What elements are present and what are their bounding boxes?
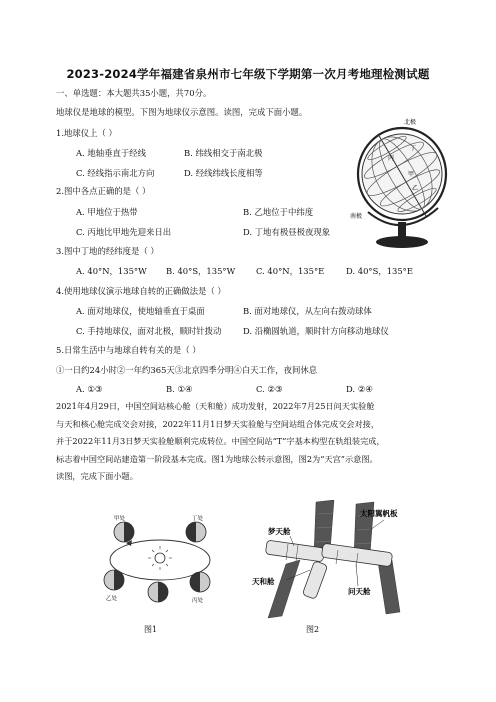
fig1-label-c: 乙处 — [106, 596, 118, 602]
q1-option-b[interactable]: B. 纬线相交于南北极 — [184, 148, 263, 158]
intro-text: 地球仪是地球的模型。下图为地球仪示意图。读图，完成下面小题。 — [56, 107, 308, 117]
fig2-label-panel: 太阳翼帆板 — [360, 509, 398, 518]
passage-line: 标志着中国空间站建造第一阶段基本完成。图1为地球公转示意图，图2为“天宫”示意图。 — [56, 453, 378, 464]
fig2-label-wentian: 问天舱 — [348, 587, 371, 596]
passage-line: 2021年4月29日，中国空间站核心舱（天和舱）成功发射，2022年7月25日问天实验舱 — [56, 401, 375, 411]
label-north-pole: 北极 — [404, 119, 417, 126]
q5-option-b[interactable]: B. ①④ — [166, 384, 193, 394]
q4-option-c[interactable]: C. 手持地球仪，面对北极，顺时针拨动 — [76, 326, 222, 336]
earth-revolution-figure — [96, 510, 224, 610]
q5-option-c[interactable]: C. ②③ — [256, 384, 283, 394]
q2-option-a[interactable]: A. 甲地位于热带 — [76, 207, 138, 217]
earth-position-c — [104, 570, 124, 590]
q2-option-c[interactable]: C. 丙地比甲地先迎来日出 — [76, 227, 172, 237]
fig1-label-d: 丙处 — [192, 598, 204, 604]
question-1-stem: 1.地球仪上（ ） — [56, 128, 117, 138]
q3-option-d[interactable]: D. 40°S，135°E — [346, 266, 413, 276]
q1-option-a[interactable]: A. 地轴垂直于经线 — [76, 148, 146, 158]
q5-statements: ①一日约24小时②一年约365天③北京四季分明④白天工作，夜间休息 — [56, 365, 318, 375]
question-3-stem: 3.图中丁地的经纬度是（ ） — [56, 246, 159, 256]
page-title: 2023-2024学年福建省泉州市七年级下学期第一次月考地理检测试题 — [66, 67, 430, 81]
earth-position-a — [114, 522, 134, 542]
globe-post — [398, 222, 406, 238]
passage-line: 并于2022年11月3日梦天实验舱顺利完成转位。中国空间站“T”字基本构型在轨组装完成， — [56, 436, 385, 447]
q2-option-d[interactable]: D. 丁地有极昼极夜现象 — [243, 227, 331, 237]
reading-passage — [56, 398, 444, 486]
fig1-label-b: 丁处 — [192, 516, 204, 522]
passage-line: 与天和核心舱完成交会对接，2022年11月1日梦天实验舱与空间站组合体完成交会对接， — [56, 418, 380, 429]
label-point-a: 甲 — [408, 171, 415, 178]
q1-option-c[interactable]: C. 经线指示南北方向 — [76, 168, 155, 178]
label-point-c: 丙 — [388, 155, 395, 162]
q3-option-a[interactable]: A. 40°N，135°W — [76, 266, 147, 276]
figure-2-caption: 图2 — [306, 625, 320, 634]
label-point-d: 丁 — [410, 145, 417, 152]
q3-option-b[interactable]: B. 40°S，135°W — [166, 266, 236, 276]
globe-base — [376, 236, 428, 248]
q4-option-a[interactable]: A. 面对地球仪，使地轴垂直于桌面 — [76, 306, 205, 316]
fig2-label-tianhe: 天和舱 — [252, 577, 275, 586]
q2-option-b[interactable]: B. 乙地位于中纬度 — [243, 207, 314, 217]
passage-line: 读图，完成下面小题。 — [56, 471, 138, 482]
q5-option-d[interactable]: D. ②④ — [346, 384, 373, 394]
earth-position-b — [186, 522, 206, 542]
q3-option-c[interactable]: C. 40°N，135°E — [256, 266, 325, 276]
fig1-label-a: 甲处 — [114, 516, 126, 522]
question-2-stem: 2.图中各点正确的是（ ） — [56, 186, 151, 196]
label-point-b: 乙 — [412, 185, 419, 192]
figure-1-caption: 图1 — [144, 625, 158, 634]
tiangong-figure — [238, 500, 418, 620]
question-4-stem: 4.使用地球仪演示地球自转的正确做法是（ ） — [56, 286, 226, 296]
earth-position-bottom — [148, 582, 168, 602]
sun-icon — [155, 553, 165, 563]
q5-option-a[interactable]: A. ①③ — [76, 384, 103, 394]
section-heading: 一、单选题：本大题共35小题，共70分。 — [56, 88, 212, 98]
label-south-pole: 南极 — [350, 213, 363, 220]
q4-option-d[interactable]: D. 沿椭圆轨道，顺时针方向移动地球仪 — [243, 326, 389, 336]
fig2-label-mengtian: 梦天舱 — [268, 527, 291, 536]
earth-position-d — [190, 572, 210, 592]
q1-option-d[interactable]: D. 经线纬线长度相等 — [184, 168, 263, 178]
globe-figure — [350, 116, 450, 256]
question-5-stem: 5.日常生活中与地球自转有关的是（ ） — [56, 345, 201, 355]
q4-option-b[interactable]: B. 面对地球仪，从左向右拨动球体 — [243, 306, 372, 316]
